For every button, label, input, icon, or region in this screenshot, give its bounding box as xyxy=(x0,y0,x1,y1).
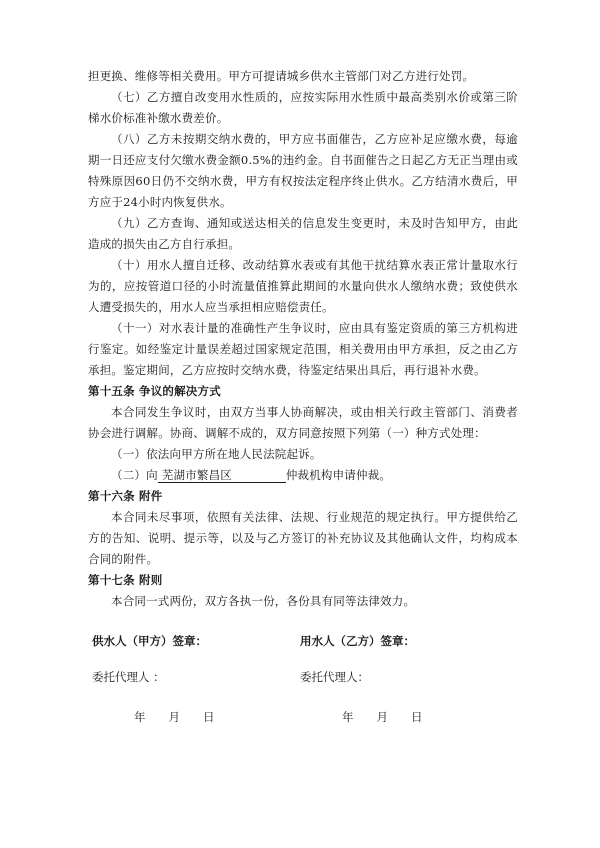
supplier-date: 年 月 日 xyxy=(134,710,215,724)
user-agent-label: 委托代理人： xyxy=(300,670,369,684)
article-15-option-1: （一）依法向甲方所在地人民法院起诉。 xyxy=(111,447,322,461)
supplier-agent-label: 委托代理人 ： xyxy=(92,670,165,684)
user-signature-label: 用水人（乙方）签章： xyxy=(300,634,415,648)
paragraph-continuation: 担更换、维修等相关费用。甲方可提请城乡供水主管部门对乙方进行处罚。 xyxy=(88,69,475,83)
clause-10: （十）用水人擅自迁移、改动结算水表或有其他干扰结算水表正常计量取水行为的，应按管道口径的小时流量值推算此期间的水量向供水人缴纳水费；致使供水人遭受损失的，用水人应当承担相应赔偿责任。 xyxy=(88,258,518,314)
article-16-heading: 第十六条 附件 xyxy=(88,489,163,503)
clause-11: （十一）对水表计量的准确性产生争议时，应由具有鉴定资质的第三方机构进行鉴定。如经鉴定计量误差超过国家规定范围，相关费用由甲方承担，反之由乙方承担。鉴定期间，乙方应按时交纳水费，待鉴定结果出具后，再行退补水费。 xyxy=(88,321,518,377)
arbitration-location-field: 芜湖市繁昌区 xyxy=(158,468,286,483)
article-16-body: 本合同未尽事项，依照有关法律、法规、行业规范的规定执行。甲方提供给乙方的告知、说明、提示等，以及与乙方签订的补充协议及其他确认文件，均构成本合同的附件。 xyxy=(88,510,518,566)
article-15-body: 本合同发生争议时，由双方当事人协商解决，或由相关行政主管部门、消费者协会进行调解。协商、调解不成的，双方同意按照下列第（一）种方式处理： xyxy=(88,405,518,440)
article-17-heading: 第十七条 附则 xyxy=(88,573,163,587)
supplier-signature-label: 供水人（甲方）签章： xyxy=(92,634,207,648)
clause-9: （九）乙方查询、通知或送达相关的信息发生变更时，未及时告知甲方，由此造成的损失由乙方自行承担。 xyxy=(88,216,518,251)
clause-8: （八）乙方未按期交纳水费的，甲方应书面催告，乙方应补足应缴水费，每逾期一日还应支付欠缴水费金额0.5%的违约金。自书面催告之日起乙方无正当理由或特殊原因60日仍不交纳水费，甲方有权按法定程序终止供水。乙方结清水费后，甲方应于24小时内恢复供水。 xyxy=(88,132,518,209)
clause-7: （七）乙方擅自改变用水性质的，应按实际用水性质中最高类别水价或第三阶梯水价标准补缴水费差价。 xyxy=(88,90,518,125)
contract-body xyxy=(88,66,518,612)
option-2-prefix: （二）向 xyxy=(111,468,158,482)
user-date: 年 月 日 xyxy=(342,710,423,724)
article-15-option-2 xyxy=(88,465,518,486)
option-2-suffix: 仲裁机构申请仲裁。 xyxy=(285,468,392,482)
article-17-body: 本合同一式两份，双方各执一份，各份具有同等法律效力。 xyxy=(111,594,416,608)
article-15-heading: 第十五条 争议的解决方式 xyxy=(88,384,221,398)
